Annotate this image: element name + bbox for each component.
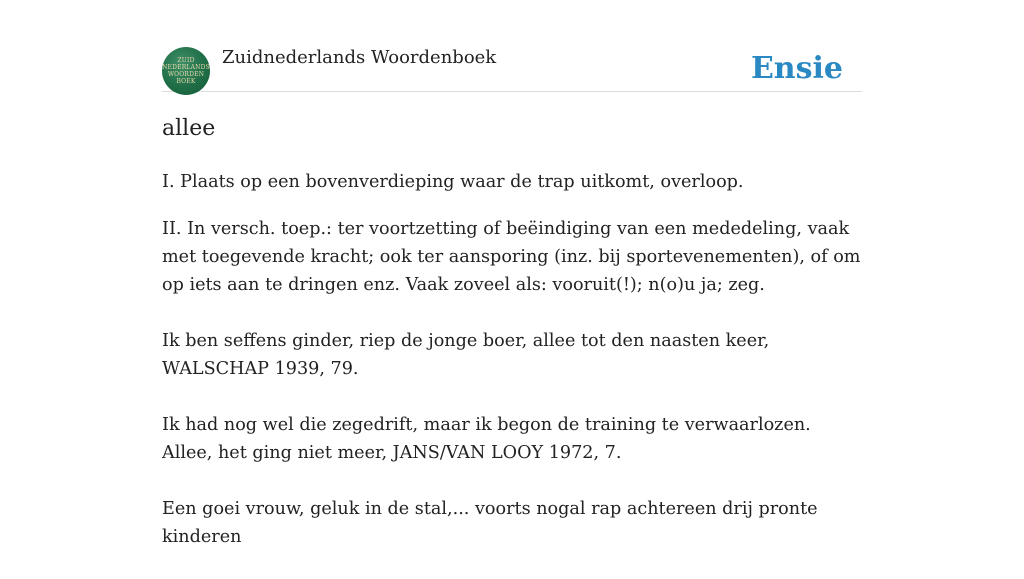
example-quote-3: Een goei vrouw, geluk in de stal,... voorts nogal rap achtereen drij pronte kinderen xyxy=(162,499,818,547)
logo-text: WOORDEN xyxy=(167,71,205,78)
logo-text: NEDERLANDS xyxy=(162,64,210,71)
logo-text: BOEK xyxy=(176,78,196,85)
definition-2: II. In versch. toep.: ter voortzetting of beëindiging van een mededeling, vaak met toegevende kracht; ook ter aansporing (inz. bij sportevenementen), of om op iets aan te dringen enz. Vaak zoveel als: vooruit(!); n(o)u ja; zeg. xyxy=(162,219,861,295)
logo-text: ZUID xyxy=(177,57,195,64)
site-header xyxy=(162,44,862,92)
definition-1: I. Plaats op een bovenverdieping waar de trap uitkomt, overloop. xyxy=(162,172,744,192)
example-quote-2: Ik had nog wel die zegedrift, maar ik begon de training te verwaarlozen. Allee, het ging niet meer, JANS/VAN LOOY 1972, 7. xyxy=(162,415,811,463)
site-logo[interactable] xyxy=(162,47,210,95)
entry-content xyxy=(162,168,862,579)
entry-headword: allee xyxy=(162,116,216,141)
dictionary-title-link[interactable]: Zuidnederlands Woordenboek xyxy=(222,47,497,68)
page xyxy=(162,0,862,547)
ensie-brand-link[interactable]: Ensie xyxy=(750,51,843,86)
example-quote-1: Ik ben seffens ginder, riep de jonge boer, allee tot den naasten keer, WALSCHAP 1939, 79. xyxy=(162,331,770,379)
